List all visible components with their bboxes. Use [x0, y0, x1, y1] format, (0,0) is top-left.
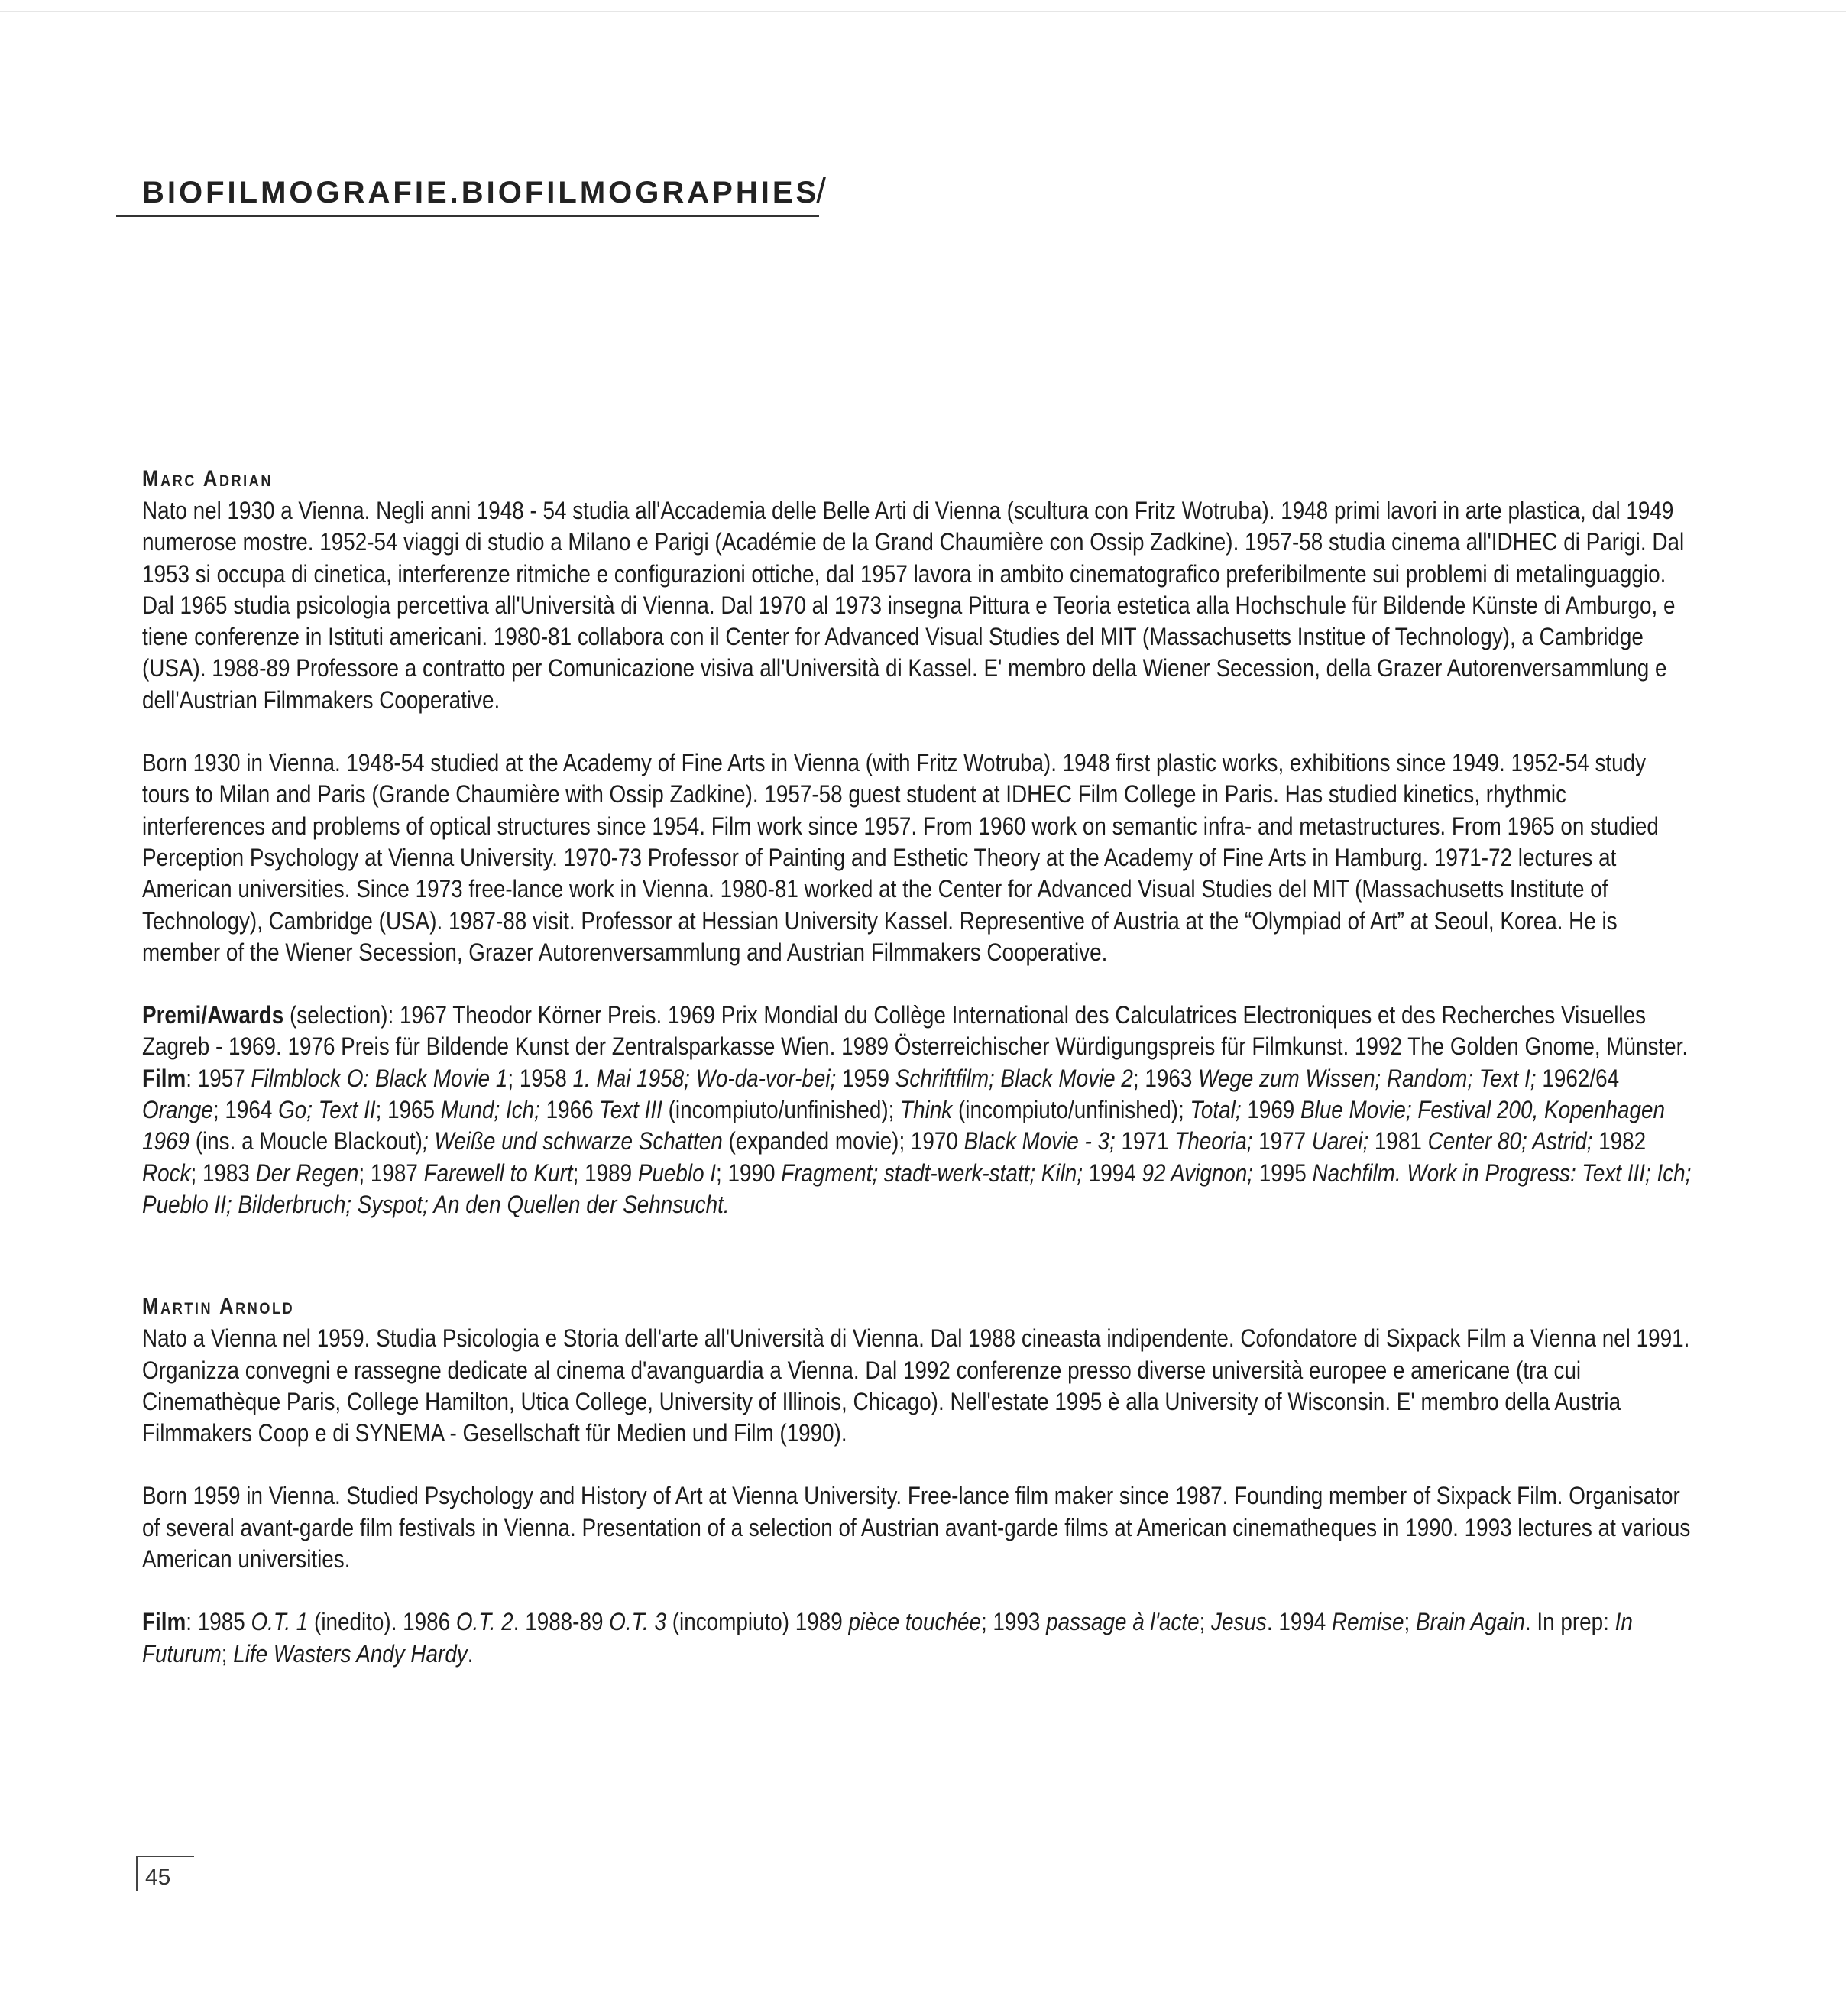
bio-italian-adrian: Nato nel 1930 a Vienna. Negli anni 1948 - 54 studia all'Accademia delle Belle Arti di Vienna (scultura con Fritz Wotruba). 1948 primi lavori in arte plastica, dal 1949 numerose mostre. 1952-54 viaggi di studio a Milano e Parigi (Académie de la Grand Chaumière con Ossip Zadkine). 1957-58 studia cinema all'IDHEC di Parigi. Dal 1953 si occupa di cinetica, interferenze ritmiche e configurazioni ottiche, dal 1957 lavora in ambito cinematografico preferibilmente sui problemi di metalinguaggio. Dal 1965 studia psicologia percettiva all'Università di Vienna. Dal 1970 al 1973 insegna Pittura e Teoria estetica alla Hochschule für Bildende Künste di Amburgo, e tiene conferenze in Istituti americani. 1980-81 collabora con il Center for Advanced Visual Studies del MIT (Massachusetts Institue of Technology), a Cambridge (USA). 1988-89 Professore a contratto per Comunicazione visiva all'Università di Kassel. E' membro della Wiener Secession, della Grazer Autorenversammlung e dell'Austrian Filmmakers Cooperative. — [142, 497, 1685, 714]
film-adrian-0: : 1957 — [186, 1064, 251, 1092]
film-adrian-43: 92 Avignon; — [1142, 1159, 1254, 1187]
film-adrian-23: ; Weiße und schwarze Schatten — [422, 1127, 723, 1155]
film-adrian-21: Blue Movie; Festival 200, Kopenhagen 1969 — [142, 1096, 1666, 1155]
film-adrian-29: Uarei; — [1311, 1127, 1369, 1155]
film-arnold-16: . In prep: — [1524, 1608, 1615, 1636]
film-adrian-32: 1982 — [1592, 1127, 1647, 1155]
film-arnold-18: ; — [221, 1639, 234, 1668]
film-adrian-38: ; 1989 — [572, 1159, 638, 1187]
film-adrian-25: Black Movie - 3; — [963, 1127, 1116, 1155]
film-adrian-28: 1977 — [1252, 1127, 1312, 1155]
filmography-adrian — [142, 1063, 1693, 1220]
film-arnold-20: . — [467, 1639, 474, 1668]
top-rule — [0, 11, 1846, 12]
film-adrian-44: 1995 — [1253, 1159, 1313, 1187]
bio-english-arnold: Born 1959 in Vienna. Studied Psychology and History of Art at Vienna University. Free-lance film maker since 1987. Founding member of Sixpack Film. Organisator of several avant-garde film festivals in Vienna. Presentation of a selection of Austrian avant-garde films at American cinematheques in 1990. 1993 lectures at various American universities. — [142, 1482, 1691, 1574]
page-title: BIOFILMOGRAFIE.BIOFILMOGRAPHIES — [116, 176, 819, 217]
awards-text: (selection): 1967 Theodor Körner Preis. 1969 Prix Mondial du Collège International des Calculatrices Electroniques et des Recherches Visuelles Zagreb - 1969. 1976 Preis für Bildende Kunst der Zentralsparkasse Wien. 1989 Österreichischer Würdigungspreis für Filmkunst. 1992 The Golden Gnome, Münster. — [142, 1001, 1689, 1061]
film-adrian-39: Pueblo I — [637, 1159, 717, 1187]
bio-english-adrian: Born 1930 in Vienna. 1948-54 studied at the Academy of Fine Arts in Vienna (with Fritz Wotruba). 1948 first plastic works, exhibitions since 1949. 1952-54 study tours to Milan and Paris (Grande Chaumière with Ossip Zadkine). 1957-58 guest student at IDHEC Film College in Paris. Has studied kinetics, rhythmic interferences and problems of optical structures since 1954. Film work since 1957. From 1960 work on semantic infra- and metastructures. From 1965 on studied Perception Psychology at Vienna University. 1970-73 Professor of Painting and Esthetic Theory at the Academy of Fine Arts in Hamburg. 1971-72 lectures at American universities. Since 1973 free-lance work in Vienna. 1980-81 worked at the Center for Advanced Visual Studies del MIT (Massachusetts Institute of Technology), Cambridge (USA). 1987-88 visit. Professor at Hessian University Kassel. Representive of Austria at the “Olympiad of Art” at Seoul, Korea. He is member of the Wiener Secession, Grazer Autorenversammlung and Austrian Filmmakers Cooperative. — [142, 749, 1659, 966]
film-adrian-34: ; 1983 — [190, 1159, 256, 1187]
film-arnold-1: O.T. 1 — [251, 1608, 309, 1636]
film-adrian-14: 1966 — [539, 1096, 600, 1124]
film-adrian-45: Nachfilm. Work in Progress: Text III; Ich; Pueblo II; Bilderbruch; Syspot; An den Quellen der Sehnsucht. — [142, 1159, 1692, 1218]
film-label-arnold: Film — [142, 1608, 186, 1636]
film-arnold-13: Remise — [1332, 1608, 1404, 1636]
film-arnold-17: In Futurum — [142, 1608, 1633, 1668]
film-arnold-2: (inedito). 1986 — [308, 1608, 456, 1636]
bio-italian-arnold: Nato a Vienna nel 1959. Studia Psicologia e Storia dell'arte all'Università di Vienna. Dal 1988 cineasta indipendente. Cofondatore di Sixpack Film a Vienna nel 1991. Organizza convegni e rassegne dedicate al cinema d'avanguardia a Vienna. Dal 1992 conferenze presso diverse università europee e americane (tra cui Cinemathèque Paris, College Hamilton, Utica College, University of Illinois, Chicago). Nell'estate 1995 è alla University of Wisconsin. E' membro della Austria Filmmakers Coop e di SYNEMA - Gesellschaft für Medien und Film (1990). — [142, 1324, 1690, 1447]
film-adrian-15: Text III — [599, 1096, 662, 1124]
film-arnold-7: pièce touchée — [848, 1608, 981, 1636]
film-adrian-19: Total; — [1190, 1096, 1242, 1124]
film-adrian-17: Think — [900, 1096, 953, 1124]
film-adrian-6: ; 1963 — [1132, 1064, 1199, 1092]
film-adrian-11: Go; Text II — [278, 1096, 376, 1124]
awards-adrian — [142, 1000, 1693, 1063]
person-name-arnold: Martin Arnold — [142, 1294, 295, 1320]
page-number: 45 — [145, 1865, 171, 1890]
film-adrian-20: 1969 — [1241, 1096, 1301, 1124]
awards-label: Premi/Awards — [142, 1001, 284, 1029]
film-arnold-12: . 1994 — [1266, 1608, 1333, 1636]
film-arnold-6: (incompiuto) 1989 — [666, 1608, 849, 1636]
film-adrian-42: 1994 — [1082, 1159, 1142, 1187]
film-adrian-37: Farewell to Kurt — [423, 1159, 573, 1187]
title-slash: / — [816, 170, 826, 210]
film-adrian-36: ; 1987 — [358, 1159, 424, 1187]
film-arnold-4: . 1988-89 — [513, 1608, 610, 1636]
film-adrian-2: ; 1958 — [507, 1064, 573, 1092]
film-adrian-30: 1981 — [1368, 1127, 1428, 1155]
film-adrian-3: 1. Mai 1958; Wo-da-vor-bei; — [572, 1064, 837, 1092]
film-arnold-0: : 1985 — [186, 1608, 251, 1636]
film-adrian-41: Fragment; stadt-werk-statt; Kiln; — [781, 1159, 1083, 1187]
film-arnold-8: ; 1993 — [980, 1608, 1047, 1636]
film-arnold-15: Brain Again — [1415, 1608, 1525, 1636]
section-header — [116, 170, 826, 217]
film-adrian-13: Mund; Ich; — [440, 1096, 540, 1124]
film-arnold-9: passage à l'acte — [1046, 1608, 1200, 1636]
film-arnold-5: O.T. 3 — [609, 1608, 667, 1636]
filmography-arnold — [142, 1606, 1693, 1670]
page-number-box — [136, 1856, 194, 1891]
film-adrian-26: 1971 — [1115, 1127, 1175, 1155]
film-adrian-1: Filmblock O: Black Movie 1 — [251, 1064, 508, 1092]
film-adrian-40: ; 1990 — [716, 1159, 782, 1187]
main-content — [142, 463, 1692, 1670]
film-arnold-14: ; — [1404, 1608, 1416, 1636]
film-adrian-12: ; 1965 — [375, 1096, 441, 1124]
film-label: Film — [142, 1064, 186, 1092]
film-adrian-24: (expanded movie); 1970 — [722, 1127, 964, 1155]
film-adrian-4: 1959 — [836, 1064, 895, 1092]
film-adrian-22: (ins. a Moucle Blackout) — [189, 1127, 423, 1155]
film-adrian-8: 1962/64 — [1536, 1064, 1620, 1092]
film-adrian-9: Orange — [142, 1096, 213, 1124]
film-adrian-18: (incompiuto/unfinished); — [952, 1096, 1190, 1124]
film-adrian-27: Theoria; — [1174, 1127, 1253, 1155]
film-arnold-3: O.T. 2 — [455, 1608, 513, 1636]
film-adrian-10: ; 1964 — [212, 1096, 279, 1124]
film-arnold-19: Life Wasters Andy Hardy — [233, 1639, 468, 1668]
film-arnold-11: Jesus — [1211, 1608, 1267, 1636]
film-adrian-5: Schriftfilm; Black Movie 2 — [895, 1064, 1133, 1092]
film-adrian-35: Der Regen — [255, 1159, 359, 1187]
film-adrian-16: (incompiuto/unfinished); — [662, 1096, 901, 1124]
film-adrian-7: Wege zum Wissen; Random; Text I; — [1198, 1064, 1537, 1092]
person-name-adrian: Marc Adrian — [142, 466, 274, 491]
film-adrian-33: Rock — [142, 1159, 191, 1187]
film-arnold-10: ; — [1199, 1608, 1212, 1636]
film-adrian-31: Center 80; Astrid; — [1427, 1127, 1593, 1155]
